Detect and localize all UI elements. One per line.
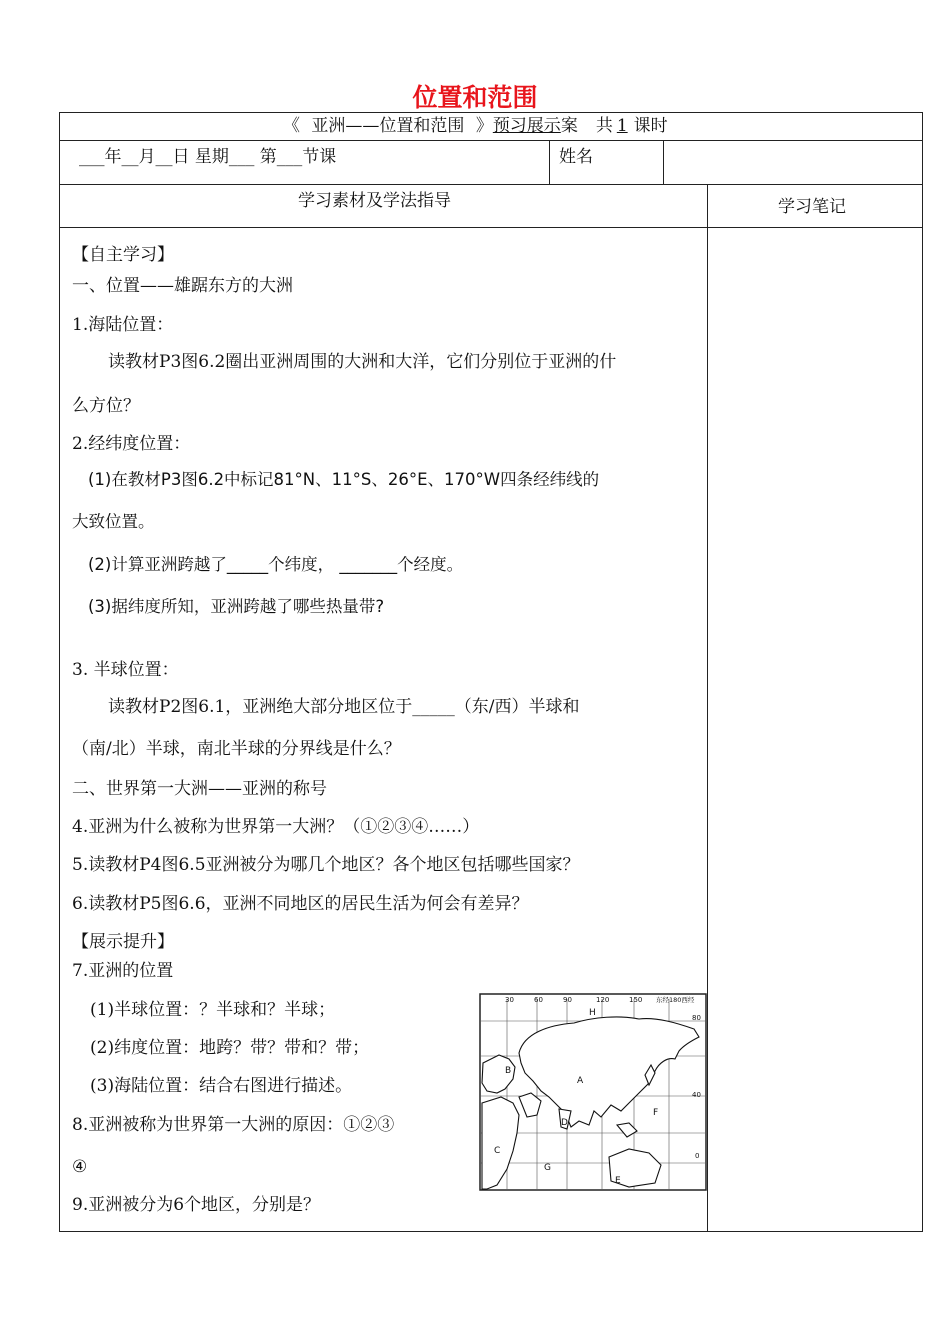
part-heading: 二、世界第一大洲——亚洲的称号	[72, 779, 327, 799]
lon-label: 30	[505, 996, 514, 1004]
lon-label: 东经180西经	[656, 996, 695, 1004]
region-label-b: B	[505, 1066, 512, 1076]
question-text: 么方位？	[72, 396, 140, 416]
question-text: 8.亚洲被称为世界第一大洲的原因：①②③	[72, 1115, 395, 1135]
question-text: 读教材P3图6.2圈出亚洲周围的大洲和大洋，它们分别位于亚洲的什	[108, 352, 617, 372]
question-title: 3. 半球位置：	[72, 660, 179, 680]
lon-label: 150	[629, 996, 643, 1004]
question-text: 9.亚洲被分为6个地区，分别是？	[72, 1195, 321, 1215]
lat-label: 80	[692, 1014, 701, 1022]
name-label: 姓名	[559, 147, 593, 167]
question-title: 7.亚洲的位置	[72, 961, 174, 981]
region-label-c: C	[494, 1146, 501, 1156]
question-text: 读教材P2图6.1，亚洲绝大部分地区位于_____（东/西）半球和	[108, 697, 580, 717]
date-line: ___年__月__日 星期___ 第___节课	[79, 147, 337, 167]
table-rule	[59, 227, 923, 228]
lat-label: 40	[692, 1091, 701, 1099]
question-text: (1)半球位置：？半球和？半球；	[90, 1000, 336, 1020]
column-heading-notes: 学习笔记	[778, 197, 846, 217]
region-label-g: G	[544, 1163, 551, 1173]
question-text: (3)据纬度所知，亚洲跨越了哪些热量带?	[88, 597, 385, 616]
table-rule	[663, 140, 664, 184]
question-text: (2)纬度位置：地跨？带？带和？带；	[90, 1038, 370, 1058]
question-text: ④	[72, 1157, 88, 1177]
question-title: 2.经纬度位置：	[72, 434, 191, 454]
lesson-header: 《 亚洲——位置和范围 》预习展示案 共 1 课时	[283, 116, 668, 136]
lon-label: 90	[563, 996, 572, 1004]
section-heading: 【自主学习】	[72, 245, 174, 265]
question-text: (3)海陆位置：结合右图进行描述。	[90, 1076, 353, 1096]
column-heading-material: 学习素材及学法指导	[298, 191, 451, 211]
question-text: 大致位置。	[72, 512, 155, 531]
table-rule	[59, 140, 923, 141]
question-text: （南/北）半球，南北半球的分界线是什么？	[72, 739, 401, 759]
table-rule	[549, 140, 550, 184]
question-text: (2)计算亚洲跨越了_____个纬度， _______个经度。	[88, 555, 464, 574]
region-label-d: D	[561, 1118, 568, 1128]
question-text: (1)在教材P3图6.2中标记81°N、11°S、26°E、170°W四条经纬线的	[88, 470, 600, 489]
asia-map-figure	[479, 993, 707, 1191]
question-title: 1.海陆位置：	[72, 315, 174, 335]
region-label-a: A	[577, 1076, 584, 1086]
question-text: 5.读教材P4图6.5亚洲被分为哪几个地区？各个地区包括哪些国家？	[72, 855, 580, 875]
question-text: 6.读教材P5图6.6，亚洲不同地区的居民生活为何会有差异？	[72, 894, 529, 914]
page-title: 位置和范围	[412, 83, 538, 112]
region-label-f: F	[653, 1108, 659, 1118]
lon-label: 120	[596, 996, 610, 1004]
region-label-h: H	[589, 1008, 596, 1018]
section-heading: 【展示提升】	[72, 932, 174, 952]
region-label-e: E	[615, 1176, 621, 1186]
notes-column-rule	[707, 184, 708, 1232]
part-heading: 一、位置——雄踞东方的大洲	[72, 276, 293, 296]
lesson-count: 1	[616, 116, 628, 136]
lat-label: 0	[695, 1152, 700, 1160]
lon-label: 60	[534, 996, 543, 1004]
question-text: 4.亚洲为什么被称为世界第一大洲？（①②③④……）	[72, 817, 480, 837]
lesson-type: 预习展示	[492, 116, 561, 136]
table-rule	[59, 184, 923, 185]
